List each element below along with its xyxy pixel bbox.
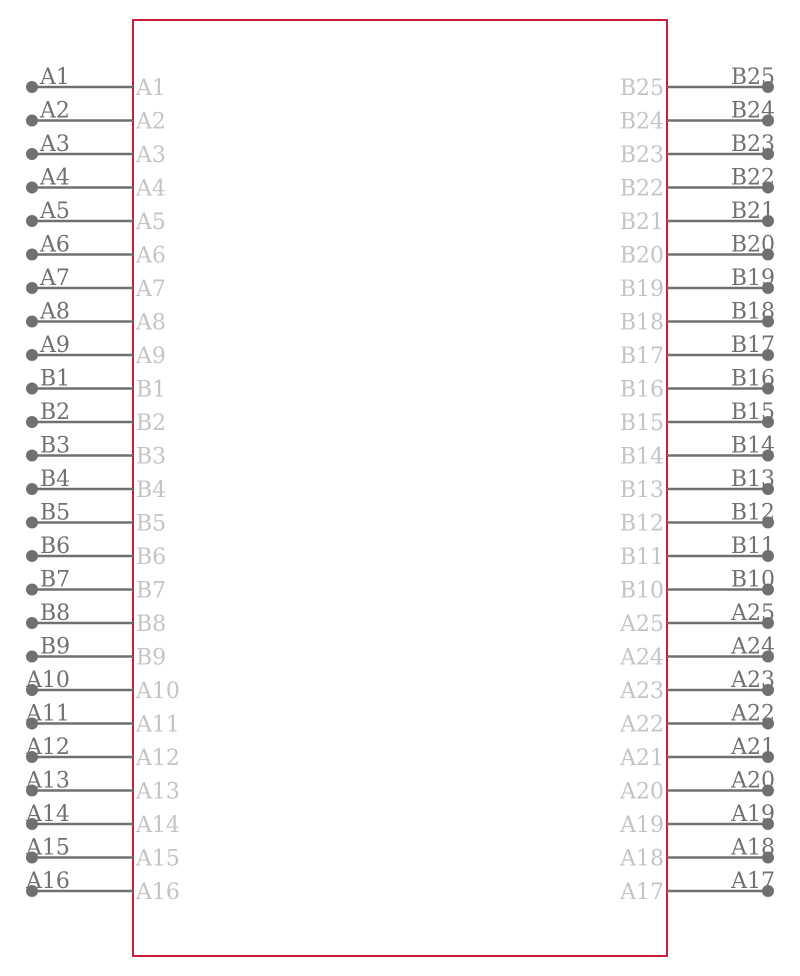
pin-name: B1 (136, 377, 167, 403)
pin-name: A4 (136, 176, 166, 202)
pin-number: B24 (730, 98, 775, 124)
pin-name: B12 (619, 511, 664, 537)
left-pin (26, 99, 166, 135)
pin-end-dot (26, 651, 38, 663)
right-pin (619, 802, 775, 838)
pin-number: B15 (730, 400, 775, 425)
pin-name: A5 (136, 210, 166, 235)
pin-number: A4 (40, 165, 70, 191)
left-pin (26, 501, 166, 537)
left-pin-group (25, 65, 180, 905)
pin-name: B8 (136, 612, 167, 637)
right-pin (619, 836, 775, 872)
pin-name: A2 (136, 109, 166, 135)
pin-number: B2 (40, 400, 71, 425)
pin-number: B8 (40, 601, 71, 626)
pin-end-dot (26, 316, 38, 328)
left-pin (26, 166, 166, 202)
pin-name: B13 (619, 478, 664, 503)
pin-name: B2 (136, 411, 167, 436)
pin-number: B18 (730, 299, 775, 325)
pin-number: A19 (731, 802, 775, 827)
pin-end-dot (26, 81, 38, 93)
right-pin (619, 869, 775, 905)
pin-number: A18 (731, 835, 775, 861)
right-pin (619, 702, 775, 738)
left-pin (25, 869, 180, 905)
pin-end-dot (26, 617, 38, 629)
left-pin (25, 836, 180, 872)
left-pin (26, 65, 166, 101)
pin-end-dot (26, 115, 38, 127)
pin-name: B20 (619, 243, 664, 269)
pin-number: B20 (730, 232, 775, 258)
right-pin (620, 99, 775, 135)
pin-number: A14 (26, 802, 70, 827)
pin-name: A23 (620, 679, 664, 704)
pin-number: A23 (731, 668, 775, 693)
pin-name: A25 (620, 612, 664, 637)
pin-number: A22 (731, 701, 775, 727)
pin-name: B6 (136, 545, 167, 570)
pin-number: B17 (730, 333, 775, 358)
right-pin (620, 199, 775, 235)
left-pin (26, 601, 166, 637)
pin-end-dot (26, 349, 38, 361)
right-pin (620, 367, 775, 403)
right-pin (620, 534, 775, 570)
left-pin (26, 434, 166, 470)
right-pin (620, 132, 775, 168)
right-pin (620, 568, 775, 604)
pin-name: B24 (619, 109, 664, 135)
pin-name: B23 (619, 143, 664, 168)
pin-number: B1 (40, 366, 71, 392)
pin-name: B19 (619, 277, 664, 302)
right-pin (620, 65, 775, 101)
pin-number: A11 (26, 701, 70, 727)
right-pin (620, 501, 775, 537)
right-pin (620, 333, 775, 369)
right-pin (620, 434, 775, 470)
pin-end-dot (26, 584, 38, 596)
pin-number: B12 (730, 500, 775, 526)
pin-number: A7 (40, 266, 70, 291)
pin-number: B9 (40, 634, 71, 660)
pin-number: A6 (40, 232, 70, 258)
pin-number: A9 (40, 333, 70, 358)
pin-number: A10 (26, 668, 70, 693)
pin-end-dot (26, 450, 38, 462)
pin-number: A16 (26, 869, 70, 894)
pin-end-dot (26, 249, 38, 261)
pin-number: A3 (40, 132, 70, 157)
pin-name: B3 (136, 444, 167, 470)
pin-number: B25 (730, 65, 775, 90)
pin-name: B17 (619, 344, 664, 369)
pin-number: B21 (730, 199, 775, 224)
pin-name: A22 (620, 712, 664, 738)
pin-end-dot (26, 282, 38, 294)
pin-end-dot (26, 215, 38, 227)
left-pin (26, 568, 166, 604)
pin-name: A10 (136, 679, 180, 704)
pin-end-dot (26, 182, 38, 194)
left-pin (26, 400, 166, 436)
right-pin (619, 769, 775, 805)
pin-number: A17 (731, 869, 775, 894)
right-pin (619, 668, 775, 704)
left-pin (25, 769, 180, 805)
pin-number: A13 (26, 768, 70, 794)
pin-number: B11 (730, 534, 775, 559)
pin-number: A15 (26, 835, 70, 861)
left-pin (26, 266, 166, 302)
pin-name: B15 (619, 411, 664, 436)
pin-name: B14 (619, 444, 664, 470)
left-pin (25, 735, 180, 771)
left-pin (26, 333, 166, 369)
left-pin (26, 635, 166, 671)
pin-number: B19 (730, 266, 775, 291)
pin-number: B3 (40, 433, 71, 459)
pin-name: A21 (620, 746, 664, 771)
pin-end-dot (26, 416, 38, 428)
pin-name: A17 (620, 880, 664, 905)
pin-name: B21 (619, 210, 664, 235)
pin-end-dot (26, 383, 38, 395)
pin-number: A1 (40, 65, 70, 90)
pin-name: B4 (136, 478, 167, 503)
pin-name: B7 (136, 578, 167, 604)
pin-name: A13 (136, 779, 180, 805)
pin-name: B22 (619, 176, 664, 202)
pin-number: B14 (730, 433, 775, 459)
pin-end-dot (26, 517, 38, 529)
right-pin (620, 266, 775, 302)
pin-name: B9 (136, 645, 167, 671)
pin-name: B5 (136, 511, 167, 537)
pin-name: A12 (136, 746, 180, 771)
pin-number: B23 (730, 132, 775, 157)
component-body (133, 20, 667, 956)
pin-name: B11 (619, 545, 664, 570)
pin-name: A24 (620, 645, 664, 671)
pin-name: A3 (136, 143, 166, 168)
pin-name: A15 (136, 846, 180, 872)
pin-name: A9 (136, 344, 166, 369)
left-pin (25, 702, 180, 738)
pin-number: A21 (731, 735, 775, 760)
left-pin (26, 467, 166, 503)
pin-number: B4 (40, 467, 71, 492)
pin-name: A7 (136, 277, 166, 302)
pin-name: A16 (136, 880, 180, 905)
pin-number: B5 (40, 500, 71, 526)
right-pin (620, 467, 775, 503)
pin-number: B7 (40, 567, 71, 593)
pin-name: A18 (620, 846, 664, 872)
pin-name: A20 (620, 779, 664, 805)
pin-number: A12 (26, 735, 70, 760)
right-pin (619, 635, 775, 671)
pin-number: A8 (40, 299, 70, 325)
right-pin (619, 735, 775, 771)
pin-name: A11 (136, 712, 180, 738)
pin-number: B6 (40, 534, 71, 559)
right-pin-group (619, 65, 775, 905)
pin-name: B18 (619, 310, 664, 336)
pin-end-dot (26, 483, 38, 495)
right-pin (620, 233, 775, 269)
pin-number: B13 (730, 467, 775, 492)
pin-end-dot (26, 148, 38, 160)
left-pin (26, 199, 166, 235)
right-pin (619, 601, 775, 637)
left-pin (25, 802, 180, 838)
pin-name: A19 (620, 813, 664, 838)
pin-number: A24 (731, 634, 775, 660)
left-pin (26, 132, 166, 168)
left-pin (26, 367, 166, 403)
left-pin (26, 300, 166, 336)
pin-name: B16 (619, 377, 664, 403)
pin-number: B10 (730, 567, 775, 593)
pin-number: A25 (731, 601, 775, 626)
pin-number: B16 (730, 366, 775, 392)
pin-end-dot (26, 550, 38, 562)
pin-name: A1 (136, 76, 166, 101)
pin-number: B22 (730, 165, 775, 191)
pin-name: A8 (136, 310, 166, 336)
pin-name: B25 (619, 76, 664, 101)
pin-name: A14 (136, 813, 180, 838)
pin-name: A6 (136, 243, 166, 269)
left-pin (26, 534, 166, 570)
pin-number: A20 (731, 768, 775, 794)
pin-name: B10 (619, 578, 664, 604)
left-pin (25, 668, 180, 704)
right-pin (620, 400, 775, 436)
pin-number: A5 (40, 199, 70, 224)
pin-number: A2 (40, 98, 70, 124)
left-pin (26, 233, 166, 269)
right-pin (620, 300, 775, 336)
right-pin (620, 166, 775, 202)
